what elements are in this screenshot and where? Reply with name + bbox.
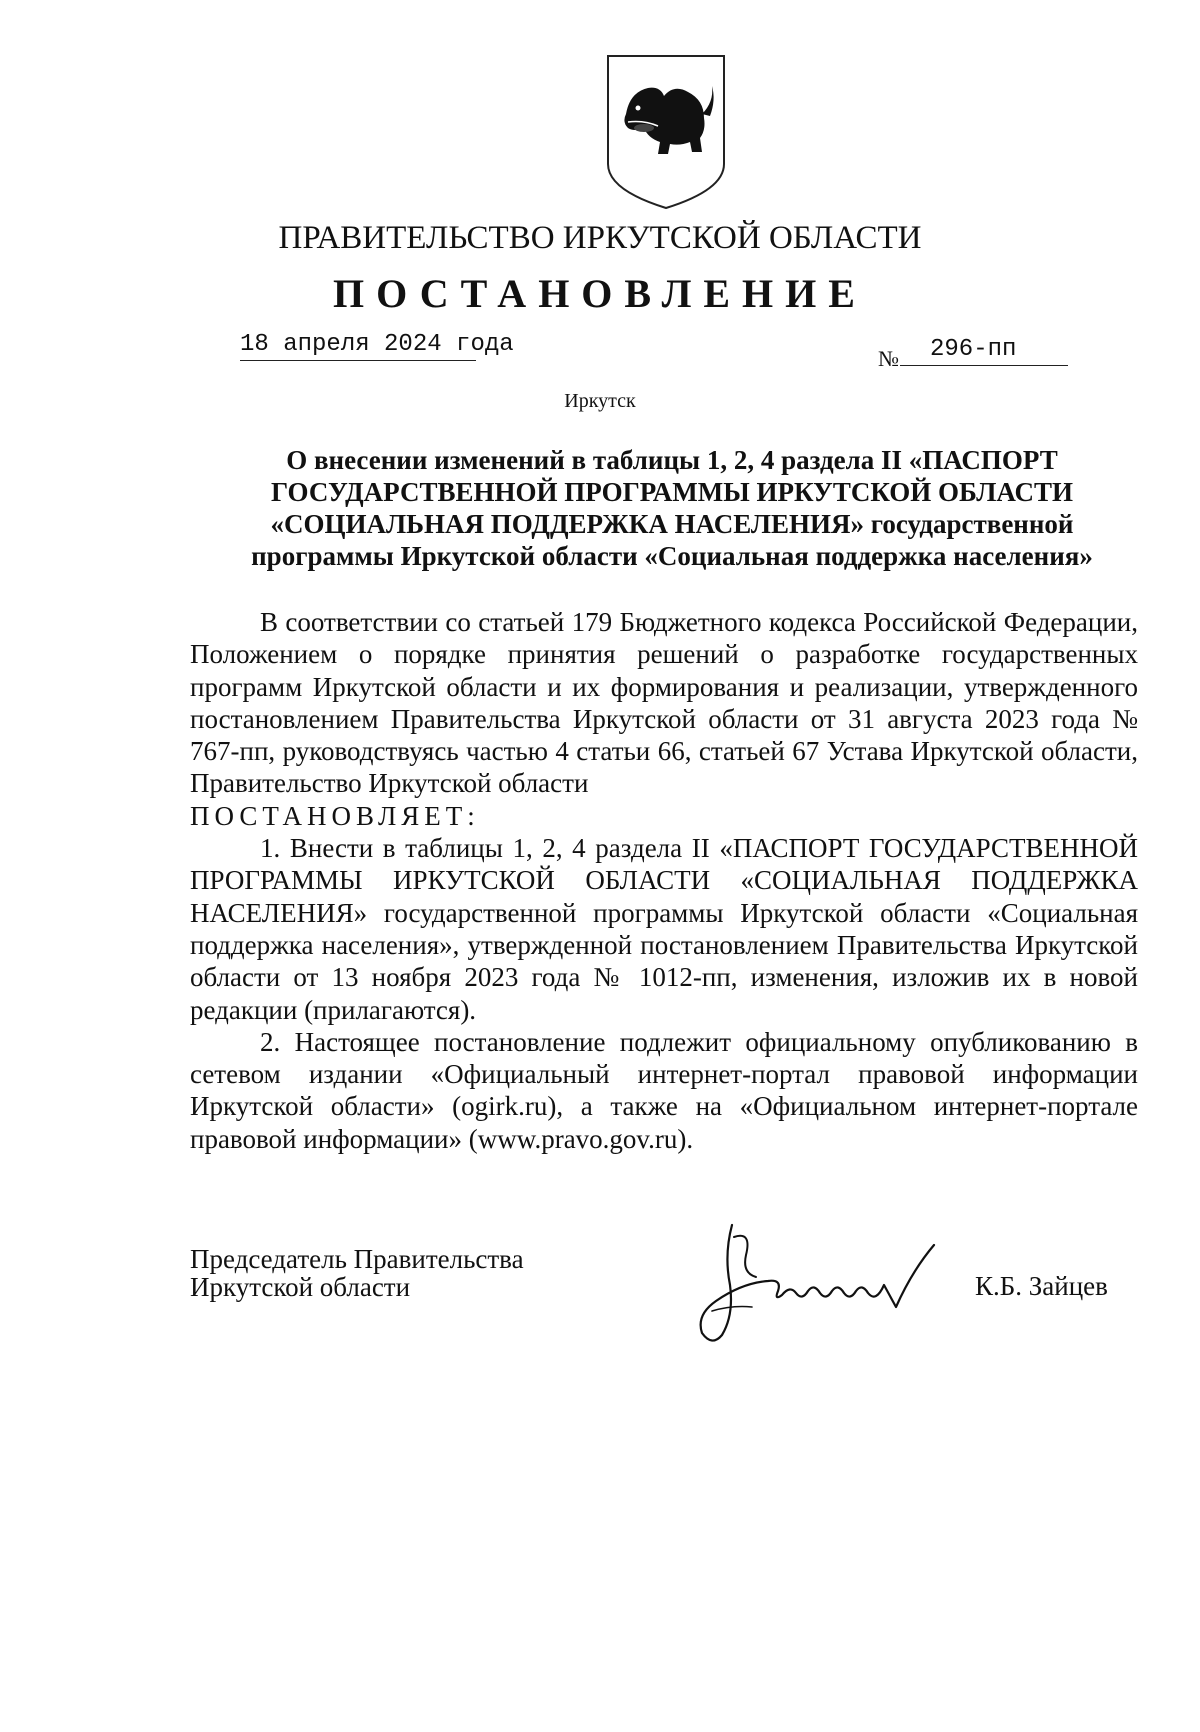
document-type: ПОСТАНОВЛЕНИЕ bbox=[333, 271, 867, 316]
item-1-paragraph: 1. Внести в таблицы 1, 2, 4 раздела II «ПАСПОРТ ГОСУДАРСТВЕННОЙ ПРОГРАММЫ ИРКУТСКОЙ ОБЛАСТИ «СОЦИАЛЬНАЯ ПОДДЕРЖКА НАСЕЛЕНИЯ» государственной программы Иркутской области «Социальная поддержка населения», утвержденной постановлением Правительства Иркутской области от 13 ноября 2023 года № 1012-пп, изменения, изложив их в новой редакции (прилагаются). bbox=[190, 833, 1138, 1025]
government-name: ПРАВИТЕЛЬСТВО ИРКУТСКОЙ ОБЛАСТИ bbox=[278, 220, 922, 256]
signatory-position bbox=[190, 1245, 524, 1301]
handwritten-signature-icon bbox=[672, 1215, 952, 1353]
coat-of-arms-icon bbox=[604, 52, 728, 210]
preamble-paragraph: В соответствии со статьей 179 Бюджетного кодекса Российской Федерации, Положением о порядке принятия решений о разработке государственных программ Иркутской области и их формирования и реализации, утвержденного постановлением Правительства Иркутской области от 31 августа 2023 года № 767-пп, руководствуясь частью 4 статьи 66, статьей 67 Устава Иркутской области, Правительство Иркутской области bbox=[190, 607, 1138, 799]
decree-title: О внесении изменений в таблицы 1, 2, 4 раздела II «ПАСПОРТ ГОСУДАРСТВЕННОЙ ПРОГРАММЫ ИРКУТСКОЙ ОБЛАСТИ «СОЦИАЛЬНАЯ ПОДДЕРЖКА НАСЕЛЕНИЯ» государственной программы Иркутской области «Социальная поддержка населения» bbox=[251, 445, 1093, 571]
decree-body bbox=[190, 606, 1138, 1155]
city: Иркутск bbox=[564, 390, 636, 412]
resolves-word: ПОСТАНОВЛЯЕТ: bbox=[190, 800, 480, 831]
number-sign: № bbox=[878, 346, 899, 371]
decree-date: 18 апреля 2024 года bbox=[240, 330, 476, 361]
signatory-name: К.Б. Зайцев bbox=[975, 1271, 1108, 1301]
position-line-1: Председатель Правительства bbox=[190, 1244, 524, 1274]
decree-number: 296-пп bbox=[900, 335, 1068, 366]
position-line-2: Иркутской области bbox=[190, 1272, 411, 1302]
item-2-paragraph: 2. Настоящее постановление подлежит официальному опубликованию в сетевом издании «Официальный интернет-портал правовой информации Иркутской области» (ogirk.ru), а также на «Официальном интернет-портале правовой информации» (www.pravo.gov.ru). bbox=[190, 1026, 1138, 1154]
